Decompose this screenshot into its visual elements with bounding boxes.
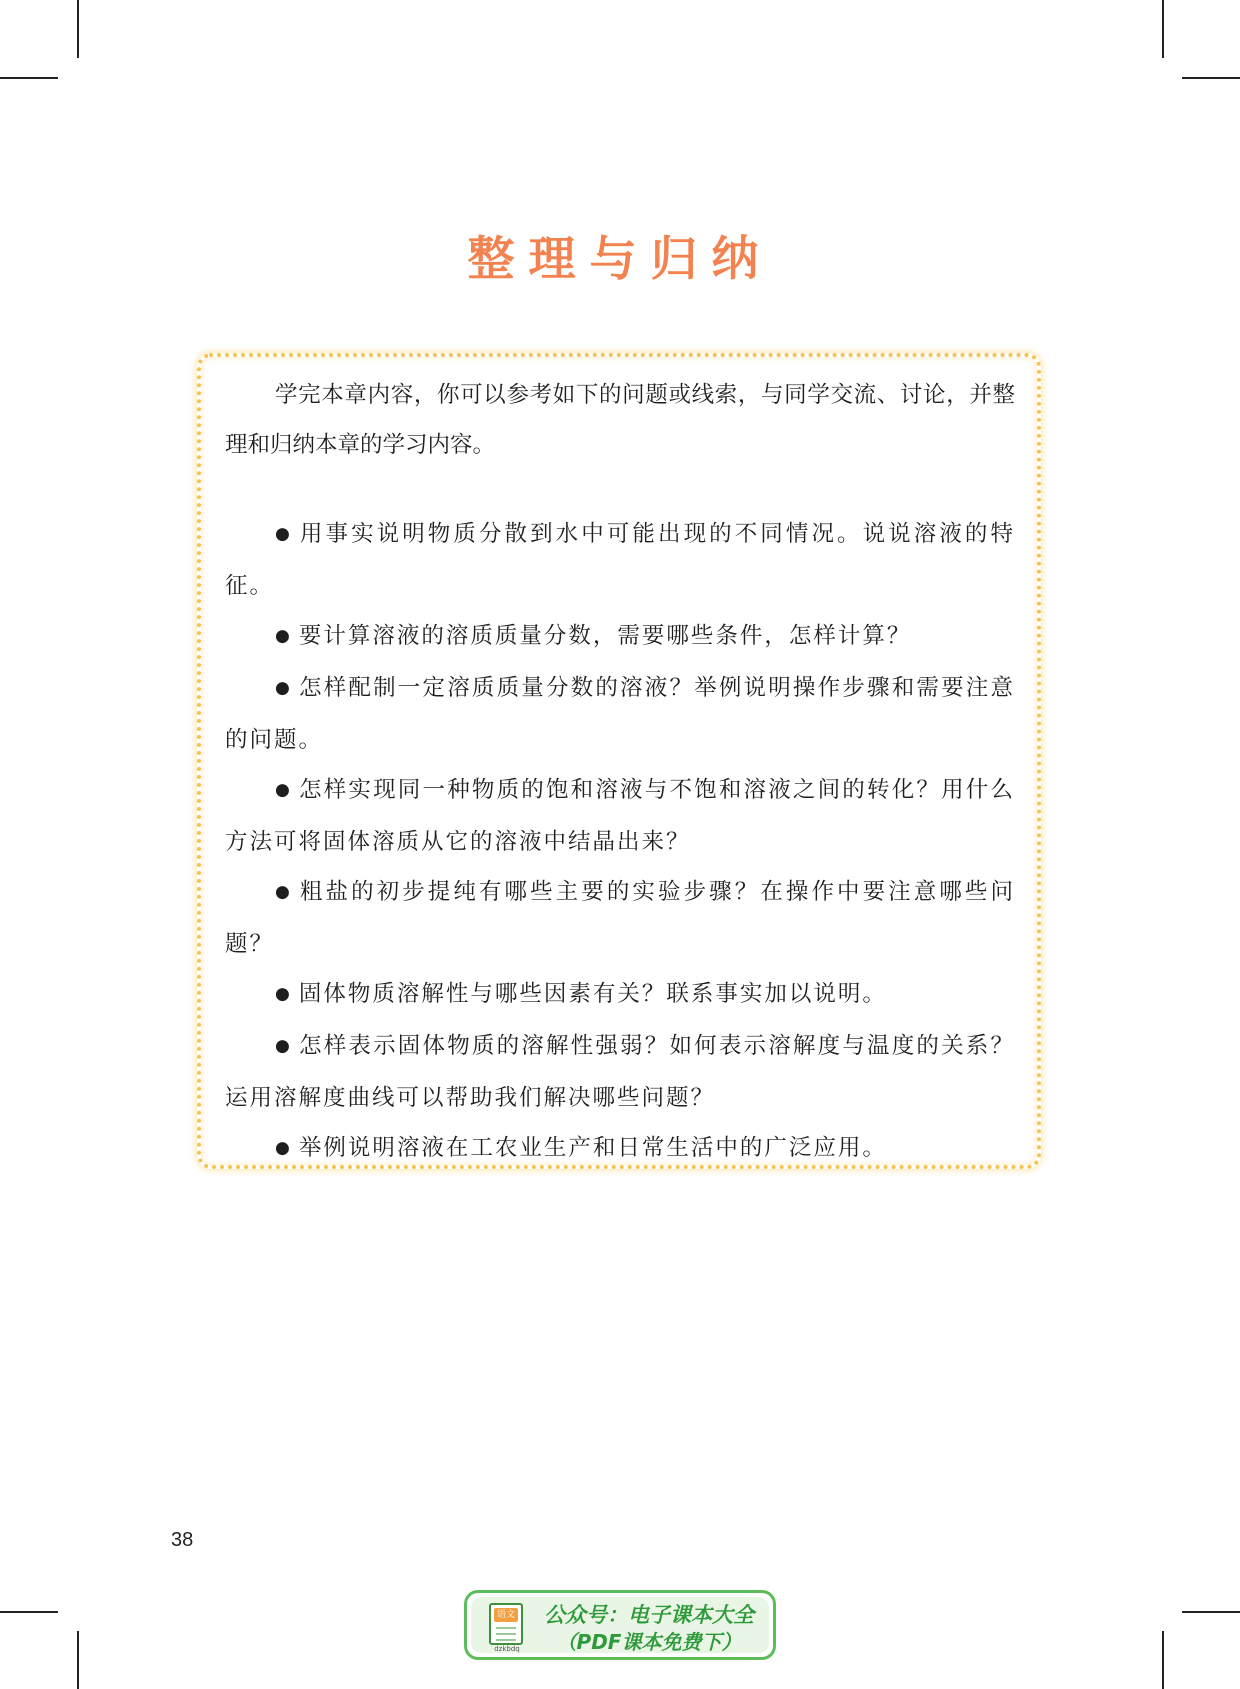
book-label: 语文 (494, 1608, 518, 1622)
crop-mark-top-left-horizontal (0, 77, 58, 79)
bullet-icon: ● (275, 780, 293, 800)
page-number: 38 (171, 1529, 194, 1551)
list-item (225, 765, 1015, 867)
book-line (496, 1627, 516, 1629)
bullet-icon: ● (275, 524, 293, 544)
list-item-text: 用事实说明物质分散到水中可能出现的不同情况。说说溶液的特征。 (225, 521, 1015, 599)
badge-line2: （PDF课本免费下） (556, 1630, 742, 1654)
list-item (225, 867, 1015, 969)
intro-paragraph: 学完本章内容，你可以参考如下的问题或线索，与同学交流、讨论，并整理和归纳本章的学习内容。 (225, 382, 1015, 458)
spacer (225, 470, 1015, 509)
list-item-text: 怎样实现同一种物质的饱和溶液与不饱和溶液之间的转化？用什么方法可将固体溶质从它的溶液中结晶出来？ (225, 777, 1015, 855)
list-item (225, 663, 1015, 765)
book-sublabel: dzkbdq (494, 1645, 520, 1653)
bullet-icon: ● (275, 882, 293, 902)
list-item (225, 1021, 1015, 1123)
list-item-text: 固体物质溶解性与哪些因素有关？联系事实加以说明。 (298, 981, 887, 1007)
crop-mark-bottom-left-vertical (77, 1631, 79, 1689)
bullet-icon: ● (275, 1036, 293, 1056)
crop-mark-bottom-right-vertical (1162, 1631, 1164, 1689)
book-line (496, 1639, 516, 1641)
summary-content (225, 370, 1015, 1175)
watermark-badge (464, 1590, 776, 1660)
crop-mark-bottom-left-horizontal (0, 1611, 58, 1613)
bullet-icon: ● (275, 1138, 292, 1158)
bullet-icon: ● (275, 984, 292, 1004)
list-item (225, 611, 1015, 663)
crop-mark-top-right-vertical (1162, 0, 1164, 58)
list-item-text: 怎样表示固体物质的溶解性强弱？如何表示溶解度与温度的关系？运用溶解度曲线可以帮助我们解决哪些问题？ (225, 1033, 1015, 1111)
page-title: 整理与归纳 (467, 232, 773, 287)
bullet-icon: ● (275, 626, 292, 646)
book-line (496, 1633, 516, 1635)
crop-mark-bottom-right-horizontal (1182, 1611, 1240, 1613)
list-item-text: 举例说明溶液在工农业生产和日常生活中的广泛应用。 (298, 1135, 887, 1161)
list-item (225, 969, 1015, 1021)
badge-line1: 公众号：电子课本大全 (544, 1603, 754, 1627)
crop-mark-top-right-horizontal (1182, 77, 1240, 79)
list-item-text: 粗盐的初步提纯有哪些主要的实验步骤？在操作中要注意哪些问题？ (225, 879, 1015, 957)
list-item (225, 509, 1015, 611)
list-item-text: 怎样配制一定溶质质量分数的溶液？举例说明操作步骤和需要注意的问题。 (225, 675, 1015, 753)
bullet-icon: ● (275, 678, 293, 698)
list-item-text: 要计算溶液的溶质质量分数，需要哪些条件，怎样计算？ (298, 623, 912, 649)
list-item (225, 1123, 1015, 1175)
crop-mark-top-left-vertical (77, 0, 79, 58)
book-icon (489, 1603, 523, 1645)
